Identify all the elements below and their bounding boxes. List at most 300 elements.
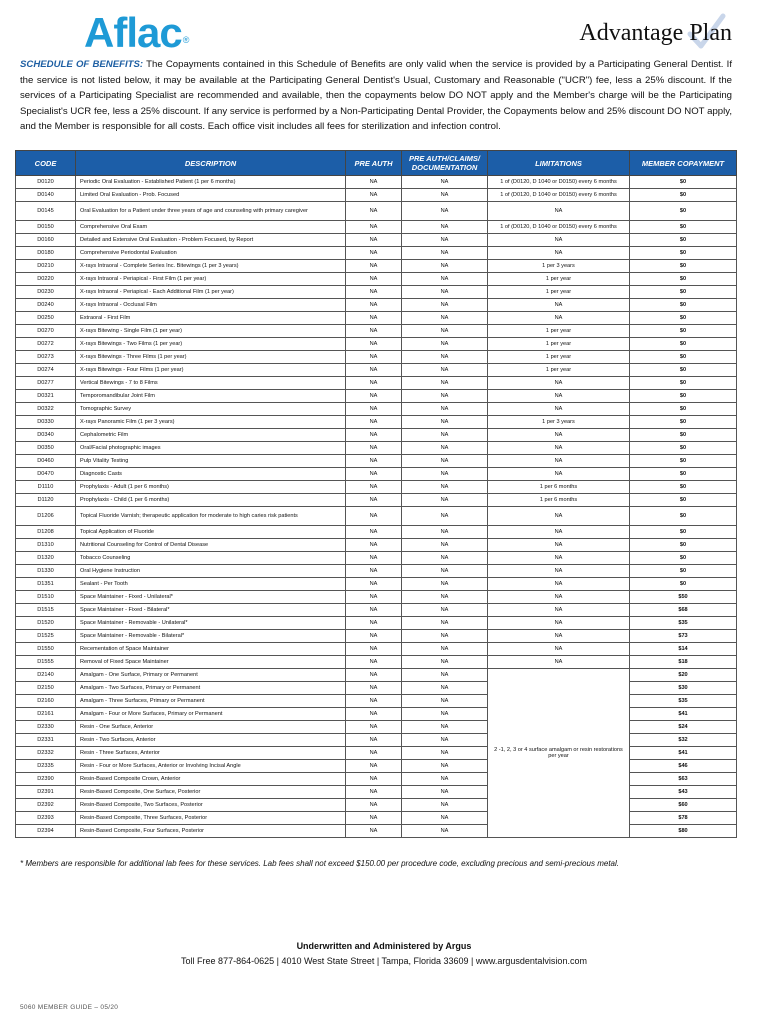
documentation-cell: NA bbox=[402, 202, 488, 221]
table-row bbox=[16, 260, 737, 273]
table-row bbox=[16, 273, 737, 286]
logo-text: Aflac bbox=[84, 9, 182, 56]
code-cell: D0180 bbox=[16, 247, 76, 260]
table-row bbox=[16, 312, 737, 325]
table-row bbox=[16, 351, 737, 364]
intro-paragraph bbox=[20, 57, 732, 135]
code-cell: D0340 bbox=[16, 429, 76, 442]
table-row bbox=[16, 442, 737, 455]
table-row bbox=[16, 468, 737, 481]
member-copayment-cell: $32 bbox=[630, 734, 737, 747]
code-cell: D2394 bbox=[16, 825, 76, 838]
member-copayment-cell: $0 bbox=[630, 539, 737, 552]
description-cell: Extraoral - First Film bbox=[76, 312, 346, 325]
member-copayment-cell: $50 bbox=[630, 591, 737, 604]
documentation-cell: NA bbox=[402, 260, 488, 273]
description-cell: X-rays Bitewing - Single Film (1 per year) bbox=[76, 325, 346, 338]
table-row bbox=[16, 455, 737, 468]
documentation-cell: NA bbox=[402, 604, 488, 617]
limitations-cell: NA bbox=[488, 526, 630, 539]
pre-auth-cell: NA bbox=[346, 539, 402, 552]
table-row bbox=[16, 176, 737, 189]
member-copayment-cell: $35 bbox=[630, 617, 737, 630]
member-copayment-cell: $0 bbox=[630, 526, 737, 539]
pre-auth-cell: NA bbox=[346, 189, 402, 202]
table-header-row bbox=[16, 151, 737, 176]
table-row bbox=[16, 481, 737, 494]
contact-info: Toll Free 877-864-0625 | 4010 West State Street | Tampa, Florida 33609 | www.argusdentalvision.com bbox=[181, 956, 587, 966]
code-cell: D1310 bbox=[16, 539, 76, 552]
member-copayment-cell: $0 bbox=[630, 416, 737, 429]
documentation-cell: NA bbox=[402, 247, 488, 260]
documentation-cell: NA bbox=[402, 377, 488, 390]
documentation-cell: NA bbox=[402, 526, 488, 539]
documentation-cell: NA bbox=[402, 442, 488, 455]
table-row bbox=[16, 617, 737, 630]
code-cell: D1110 bbox=[16, 481, 76, 494]
pre-auth-cell: NA bbox=[346, 377, 402, 390]
plan-name: Advantage Plan bbox=[579, 20, 732, 46]
table-row bbox=[16, 299, 737, 312]
limitations-cell: 1 per 3 years bbox=[488, 416, 630, 429]
documentation-cell: NA bbox=[402, 812, 488, 825]
description-cell: Periodic Oral Evaluation - Established Patient (1 per 6 months) bbox=[76, 176, 346, 189]
pre-auth-cell: NA bbox=[346, 656, 402, 669]
code-cell: D0250 bbox=[16, 312, 76, 325]
code-cell: D1206 bbox=[16, 507, 76, 526]
code-cell: D2335 bbox=[16, 760, 76, 773]
pre-auth-cell: NA bbox=[346, 416, 402, 429]
pre-auth-cell: NA bbox=[346, 247, 402, 260]
pre-auth-cell: NA bbox=[346, 825, 402, 838]
header-code: CODE bbox=[16, 151, 76, 176]
description-cell: Resin-Based Composite, One Surface, Posterior bbox=[76, 786, 346, 799]
limitations-cell: NA bbox=[488, 552, 630, 565]
description-cell: Resin-Based Composite, Four Surfaces, Posterior bbox=[76, 825, 346, 838]
table-row bbox=[16, 578, 737, 591]
documentation-cell: NA bbox=[402, 721, 488, 734]
member-copayment-cell: $0 bbox=[630, 507, 737, 526]
pre-auth-cell: NA bbox=[346, 682, 402, 695]
documentation-cell: NA bbox=[402, 189, 488, 202]
limitations-cell: 1 per year bbox=[488, 273, 630, 286]
table-row bbox=[16, 669, 737, 682]
description-cell: X-rays Bitewings - Three Films (1 per year) bbox=[76, 351, 346, 364]
description-cell: Resin - Two Surfaces, Anterior bbox=[76, 734, 346, 747]
description-cell: Space Maintainer - Removable - Unilateral* bbox=[76, 617, 346, 630]
code-cell: D2393 bbox=[16, 812, 76, 825]
member-copayment-cell: $41 bbox=[630, 708, 737, 721]
limitations-cell: 1 per 3 years bbox=[488, 260, 630, 273]
description-cell: Resin - Four or More Surfaces, Anterior or Involving Incisal Angle bbox=[76, 760, 346, 773]
description-cell: Vertical Bitewings - 7 to 8 Films bbox=[76, 377, 346, 390]
table-row bbox=[16, 591, 737, 604]
table-row bbox=[16, 247, 737, 260]
guide-code: 5060 MEMBER GUIDE – 05/20 bbox=[20, 1004, 119, 1011]
limitations-cell: 1 of (D0120, D 1040 or D0150) every 6 months bbox=[488, 176, 630, 189]
description-cell: Resin - Three Surfaces, Anterior bbox=[76, 747, 346, 760]
table-row bbox=[16, 604, 737, 617]
schedule-of-benefits-table bbox=[15, 150, 737, 838]
documentation-cell: NA bbox=[402, 656, 488, 669]
member-copayment-cell: $0 bbox=[630, 325, 737, 338]
documentation-cell: NA bbox=[402, 630, 488, 643]
table-row bbox=[16, 377, 737, 390]
pre-auth-cell: NA bbox=[346, 273, 402, 286]
documentation-cell: NA bbox=[402, 591, 488, 604]
pre-auth-cell: NA bbox=[346, 325, 402, 338]
code-cell: D0272 bbox=[16, 338, 76, 351]
description-cell: Resin-Based Composite, Two Surfaces, Posterior bbox=[76, 799, 346, 812]
table-row bbox=[16, 429, 737, 442]
code-cell: D1515 bbox=[16, 604, 76, 617]
description-cell: Space Maintainer - Fixed - Bilateral* bbox=[76, 604, 346, 617]
pre-auth-cell: NA bbox=[346, 176, 402, 189]
documentation-cell: NA bbox=[402, 799, 488, 812]
limitations-cell: NA bbox=[488, 390, 630, 403]
member-copayment-cell: $78 bbox=[630, 812, 737, 825]
pre-auth-cell: NA bbox=[346, 552, 402, 565]
code-cell: D2391 bbox=[16, 786, 76, 799]
member-copayment-cell: $35 bbox=[630, 695, 737, 708]
pre-auth-cell: NA bbox=[346, 591, 402, 604]
code-cell: D0140 bbox=[16, 189, 76, 202]
documentation-cell: NA bbox=[402, 682, 488, 695]
documentation-cell: NA bbox=[402, 390, 488, 403]
description-cell: Sealant - Per Tooth bbox=[76, 578, 346, 591]
table-row bbox=[16, 552, 737, 565]
code-cell: D0220 bbox=[16, 273, 76, 286]
limitations-cell: NA bbox=[488, 442, 630, 455]
limitations-cell: NA bbox=[488, 656, 630, 669]
member-copayment-cell: $18 bbox=[630, 656, 737, 669]
description-cell: X-rays Bitewings - Two Films (1 per year) bbox=[76, 338, 346, 351]
code-cell: D2331 bbox=[16, 734, 76, 747]
pre-auth-cell: NA bbox=[346, 429, 402, 442]
pre-auth-cell: NA bbox=[346, 234, 402, 247]
documentation-cell: NA bbox=[402, 747, 488, 760]
documentation-cell: NA bbox=[402, 325, 488, 338]
code-cell: D1320 bbox=[16, 552, 76, 565]
table-body bbox=[16, 176, 737, 838]
code-cell: D2330 bbox=[16, 721, 76, 734]
code-cell: D0460 bbox=[16, 455, 76, 468]
member-copayment-cell: $68 bbox=[630, 604, 737, 617]
intro-body: The Copayments contained in this Schedule of Benefits are only valid when the service is provided by a Participating General Dentist. If the service is not listed below, it may be available at the Participating General Dentist's Usual, Customary and Reasonable ("UCR") fee, less a 25% discount. If the services of a Participating Specialist are recommended and available, then the copayments below DO NOT apply and the Member's charge will be the Participating Specialist's UCR fee, less a 25% discount. If any service is performed by a Non-Participating Dental Provider, the Copayments below and 25% discount DO NOT apply, and the Member is responsible for all costs. Each office visit includes all fees for sterilization and infection control. bbox=[20, 59, 732, 132]
member-copayment-cell: $60 bbox=[630, 799, 737, 812]
pre-auth-cell: NA bbox=[346, 617, 402, 630]
description-cell: X-rays Intraoral - Complete Series Inc. Bitewings (1 per 3 years) bbox=[76, 260, 346, 273]
description-cell: Space Maintainer - Fixed - Unilateral* bbox=[76, 591, 346, 604]
limitations-cell: 1 of (D0120, D 1040 or D0150) every 6 months bbox=[488, 221, 630, 234]
code-cell: D1520 bbox=[16, 617, 76, 630]
limitations-cell: NA bbox=[488, 299, 630, 312]
limitations-cell: NA bbox=[488, 643, 630, 656]
documentation-cell: NA bbox=[402, 299, 488, 312]
documentation-cell: NA bbox=[402, 760, 488, 773]
description-cell: Amalgam - Four or More Surfaces, Primary or Permanent bbox=[76, 708, 346, 721]
pre-auth-cell: NA bbox=[346, 390, 402, 403]
description-cell: X-rays Intraoral - Occlusal Film bbox=[76, 299, 346, 312]
member-copayment-cell: $0 bbox=[630, 390, 737, 403]
code-cell: D1555 bbox=[16, 656, 76, 669]
member-copayment-cell: $0 bbox=[630, 286, 737, 299]
documentation-cell: NA bbox=[402, 286, 488, 299]
member-copayment-cell: $0 bbox=[630, 351, 737, 364]
description-cell: Comprehensive Oral Exam bbox=[76, 221, 346, 234]
pre-auth-cell: NA bbox=[346, 338, 402, 351]
limitations-cell: NA bbox=[488, 377, 630, 390]
pre-auth-cell: NA bbox=[346, 507, 402, 526]
code-cell: D2161 bbox=[16, 708, 76, 721]
code-cell: D1525 bbox=[16, 630, 76, 643]
description-cell: Tobacco Counseling bbox=[76, 552, 346, 565]
documentation-cell: NA bbox=[402, 539, 488, 552]
code-cell: D0240 bbox=[16, 299, 76, 312]
member-copayment-cell: $73 bbox=[630, 630, 737, 643]
code-cell: D0210 bbox=[16, 260, 76, 273]
table-row bbox=[16, 416, 737, 429]
code-cell: D0120 bbox=[16, 176, 76, 189]
description-cell: Comprehensive Periodontal Evaluation bbox=[76, 247, 346, 260]
footnote: * Members are responsible for additional lab fees for these services. Lab fees shall not exceed $150.00 per procedure code, excluding precious and semi-precious metal. bbox=[20, 859, 620, 868]
description-cell: Diagnostic Casts bbox=[76, 468, 346, 481]
code-cell: D1351 bbox=[16, 578, 76, 591]
code-cell: D2140 bbox=[16, 669, 76, 682]
merged-limitations-cell: 2 -1, 2, 3 or 4 surface amalgam or resin restorations per year bbox=[488, 669, 630, 838]
documentation-cell: NA bbox=[402, 773, 488, 786]
code-cell: D2392 bbox=[16, 799, 76, 812]
limitations-cell: NA bbox=[488, 455, 630, 468]
member-copayment-cell: $0 bbox=[630, 273, 737, 286]
code-cell: D0277 bbox=[16, 377, 76, 390]
code-cell: D0470 bbox=[16, 468, 76, 481]
limitations-cell: NA bbox=[488, 202, 630, 221]
aflac-logo bbox=[84, 10, 189, 56]
code-cell: D1120 bbox=[16, 494, 76, 507]
pre-auth-cell: NA bbox=[346, 760, 402, 773]
pre-auth-cell: NA bbox=[346, 630, 402, 643]
table-row bbox=[16, 221, 737, 234]
pre-auth-cell: NA bbox=[346, 721, 402, 734]
header-description: DESCRIPTION bbox=[76, 151, 346, 176]
member-copayment-cell: $41 bbox=[630, 747, 737, 760]
table-row bbox=[16, 526, 737, 539]
table-row bbox=[16, 507, 737, 526]
code-cell: D1550 bbox=[16, 643, 76, 656]
pre-auth-cell: NA bbox=[346, 468, 402, 481]
limitations-cell: NA bbox=[488, 247, 630, 260]
description-cell: Tomographic Survey bbox=[76, 403, 346, 416]
table-row bbox=[16, 286, 737, 299]
description-cell: Prophylaxis - Adult (1 per 6 months) bbox=[76, 481, 346, 494]
description-cell: Topical Application of Fluoride bbox=[76, 526, 346, 539]
description-cell: X-rays Panoramic Film (1 per 3 years) bbox=[76, 416, 346, 429]
code-cell: D1208 bbox=[16, 526, 76, 539]
member-copayment-cell: $0 bbox=[630, 260, 737, 273]
pre-auth-cell: NA bbox=[346, 773, 402, 786]
pre-auth-cell: NA bbox=[346, 364, 402, 377]
pre-auth-cell: NA bbox=[346, 221, 402, 234]
description-cell: Resin-Based Composite Crown, Anterior bbox=[76, 773, 346, 786]
limitations-cell: NA bbox=[488, 312, 630, 325]
description-cell: Oral Hygiene Instruction bbox=[76, 565, 346, 578]
description-cell: Nutritional Counseling for Control of Dental Disease bbox=[76, 539, 346, 552]
limitations-cell: NA bbox=[488, 630, 630, 643]
limitations-cell: NA bbox=[488, 429, 630, 442]
documentation-cell: NA bbox=[402, 507, 488, 526]
documentation-cell: NA bbox=[402, 416, 488, 429]
member-copayment-cell: $0 bbox=[630, 189, 737, 202]
header-pre-auth: PRE AUTH bbox=[346, 151, 402, 176]
code-cell: D1330 bbox=[16, 565, 76, 578]
member-copayment-cell: $63 bbox=[630, 773, 737, 786]
pre-auth-cell: NA bbox=[346, 812, 402, 825]
description-cell: Recementation of Space Maintainer bbox=[76, 643, 346, 656]
pre-auth-cell: NA bbox=[346, 260, 402, 273]
documentation-cell: NA bbox=[402, 708, 488, 721]
documentation-cell: NA bbox=[402, 734, 488, 747]
limitations-cell: NA bbox=[488, 507, 630, 526]
documentation-cell: NA bbox=[402, 617, 488, 630]
pre-auth-cell: NA bbox=[346, 643, 402, 656]
description-cell: Oral Evaluation for a Patient under three years of age and counseling with primary caregiver bbox=[76, 202, 346, 221]
documentation-cell: NA bbox=[402, 351, 488, 364]
limitations-cell: NA bbox=[488, 617, 630, 630]
documentation-cell: NA bbox=[402, 338, 488, 351]
description-cell: Limited Oral Evaluation - Prob. Focused bbox=[76, 189, 346, 202]
table-row bbox=[16, 202, 737, 221]
description-cell: Amalgam - Three Surfaces, Primary or Permanent bbox=[76, 695, 346, 708]
pre-auth-cell: NA bbox=[346, 455, 402, 468]
description-cell: X-rays Bitewings - Four Films (1 per year) bbox=[76, 364, 346, 377]
table-row bbox=[16, 630, 737, 643]
documentation-cell: NA bbox=[402, 825, 488, 838]
documentation-cell: NA bbox=[402, 565, 488, 578]
pre-auth-cell: NA bbox=[346, 442, 402, 455]
pre-auth-cell: NA bbox=[346, 734, 402, 747]
pre-auth-cell: NA bbox=[346, 526, 402, 539]
documentation-cell: NA bbox=[402, 552, 488, 565]
code-cell: D0274 bbox=[16, 364, 76, 377]
code-cell: D2150 bbox=[16, 682, 76, 695]
pre-auth-cell: NA bbox=[346, 604, 402, 617]
description-cell: Resin - One Surface, Anterior bbox=[76, 721, 346, 734]
limitations-cell: NA bbox=[488, 604, 630, 617]
member-copayment-cell: $0 bbox=[630, 234, 737, 247]
limitations-cell: 1 per year bbox=[488, 351, 630, 364]
documentation-cell: NA bbox=[402, 176, 488, 189]
limitations-cell: NA bbox=[488, 578, 630, 591]
code-cell: D2160 bbox=[16, 695, 76, 708]
pre-auth-cell: NA bbox=[346, 565, 402, 578]
header-limitations: LIMITATIONS bbox=[488, 151, 630, 176]
member-copayment-cell: $80 bbox=[630, 825, 737, 838]
code-cell: D0145 bbox=[16, 202, 76, 221]
description-cell: Space Maintainer - Removable - Bilateral* bbox=[76, 630, 346, 643]
header-member-copayment: MEMBER COPAYMENT bbox=[630, 151, 737, 176]
member-copayment-cell: $0 bbox=[630, 429, 737, 442]
description-cell: Amalgam - Two Surfaces, Primary or Permanent bbox=[76, 682, 346, 695]
member-copayment-cell: $0 bbox=[630, 494, 737, 507]
limitations-cell: 1 per year bbox=[488, 338, 630, 351]
pre-auth-cell: NA bbox=[346, 481, 402, 494]
description-cell: Topical Fluoride Varnish; therapeutic application for moderate to high caries risk patients bbox=[76, 507, 346, 526]
documentation-cell: NA bbox=[402, 578, 488, 591]
pre-auth-cell: NA bbox=[346, 695, 402, 708]
documentation-cell: NA bbox=[402, 403, 488, 416]
pre-auth-cell: NA bbox=[346, 494, 402, 507]
description-cell: Pulp Vitality Testing bbox=[76, 455, 346, 468]
pre-auth-cell: NA bbox=[346, 403, 402, 416]
code-cell: D0322 bbox=[16, 403, 76, 416]
description-cell: Oral/Facial photographic images bbox=[76, 442, 346, 455]
code-cell: D0150 bbox=[16, 221, 76, 234]
header-documentation: PRE AUTH/CLAIMS/ DOCUMENTATION bbox=[402, 151, 488, 176]
pre-auth-cell: NA bbox=[346, 786, 402, 799]
member-copayment-cell: $0 bbox=[630, 202, 737, 221]
limitations-cell: NA bbox=[488, 403, 630, 416]
pre-auth-cell: NA bbox=[346, 312, 402, 325]
limitations-cell: NA bbox=[488, 565, 630, 578]
description-cell: Prophylaxis - Child (1 per 6 months) bbox=[76, 494, 346, 507]
code-cell: D0270 bbox=[16, 325, 76, 338]
documentation-cell: NA bbox=[402, 273, 488, 286]
member-copayment-cell: $0 bbox=[630, 442, 737, 455]
member-copayment-cell: $24 bbox=[630, 721, 737, 734]
table-row bbox=[16, 656, 737, 669]
registered-mark: ® bbox=[182, 35, 190, 45]
documentation-cell: NA bbox=[402, 481, 488, 494]
documentation-cell: NA bbox=[402, 669, 488, 682]
limitations-cell: 1 per 6 months bbox=[488, 494, 630, 507]
documentation-cell: NA bbox=[402, 364, 488, 377]
member-copayment-cell: $14 bbox=[630, 643, 737, 656]
table-row bbox=[16, 338, 737, 351]
description-cell: Amalgam - One Surface, Primary or Permanent bbox=[76, 669, 346, 682]
code-cell: D2332 bbox=[16, 747, 76, 760]
underwritten-by: Underwritten and Administered by Argus bbox=[296, 941, 472, 951]
intro-lead: SCHEDULE OF BENEFITS: bbox=[20, 59, 144, 70]
member-copayment-cell: $0 bbox=[630, 338, 737, 351]
pre-auth-cell: NA bbox=[346, 286, 402, 299]
limitations-cell: 1 per year bbox=[488, 364, 630, 377]
documentation-cell: NA bbox=[402, 468, 488, 481]
description-cell: Detailed and Extensive Oral Evaluation - Problem Focused, by Report bbox=[76, 234, 346, 247]
pre-auth-cell: NA bbox=[346, 708, 402, 721]
code-cell: D1510 bbox=[16, 591, 76, 604]
table-row bbox=[16, 643, 737, 656]
member-copayment-cell: $0 bbox=[630, 312, 737, 325]
description-cell: Removal of Fixed Space Maintainer bbox=[76, 656, 346, 669]
description-cell: Resin-Based Composite, Three Surfaces, Posterior bbox=[76, 812, 346, 825]
member-copayment-cell: $30 bbox=[630, 682, 737, 695]
member-copayment-cell: $0 bbox=[630, 468, 737, 481]
limitations-cell: NA bbox=[488, 539, 630, 552]
table-row bbox=[16, 539, 737, 552]
limitations-cell: 1 of (D0120, D 1040 or D0150) every 6 months bbox=[488, 189, 630, 202]
documentation-cell: NA bbox=[402, 455, 488, 468]
documentation-cell: NA bbox=[402, 312, 488, 325]
limitations-cell: NA bbox=[488, 591, 630, 604]
pre-auth-cell: NA bbox=[346, 578, 402, 591]
limitations-cell: 1 per 6 months bbox=[488, 481, 630, 494]
code-cell: D0330 bbox=[16, 416, 76, 429]
table-row bbox=[16, 234, 737, 247]
member-copayment-cell: $0 bbox=[630, 247, 737, 260]
table-row bbox=[16, 494, 737, 507]
documentation-cell: NA bbox=[402, 643, 488, 656]
